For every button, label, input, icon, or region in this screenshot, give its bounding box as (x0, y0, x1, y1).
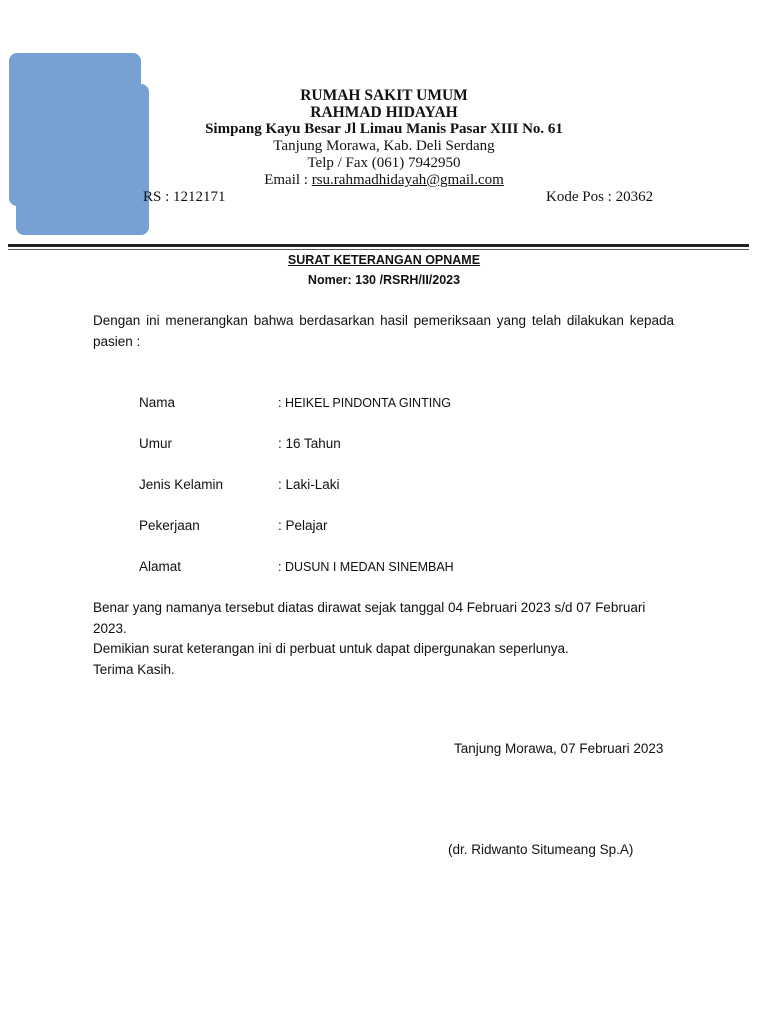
field-value-alamat: : DUSUN I MEDAN SINEMBAH (278, 560, 454, 574)
field-value-umur: : 16 Tahun (278, 436, 341, 451)
closing-line-purpose: Demikian surat keterangan ini di perbuat untuk dapat dipergunakan seperlunya. (93, 641, 569, 656)
field-value-jenis-kelamin: : Laki-Laki (278, 477, 340, 492)
document-number: Nomer: 130 /RSRH/II/2023 (307, 273, 461, 287)
field-label-pekerjaan: Pekerjaan (139, 518, 200, 533)
field-label-nama: Nama (139, 395, 176, 410)
closing-line-thanks: Terima Kasih. (93, 661, 175, 677)
postal-code: Kode Pos : 20362 (546, 189, 654, 205)
field-value-nama: : HEIKEL PINDONTA GINTING (278, 396, 451, 410)
field-value-pekerjaan: : Pelajar (278, 518, 328, 533)
signatory-name: (dr. Ridwanto Situmeang Sp.A) (448, 842, 634, 857)
hospital-address: Simpang Kayu Besar Jl Limau Manis Pasar XIII No. 61 (205, 121, 563, 137)
hospital-city: Tanjung Morawa, Kab. Deli Serdang (273, 138, 495, 154)
hospital-name-line2: RAHMAD HIDAYAH (310, 104, 458, 121)
field-label-alamat: Alamat (139, 559, 182, 574)
email-link[interactable]: rsu.rahmadhidayah@gmail.com (311, 172, 504, 188)
hospital-email-line (0, 172, 768, 189)
field-label-jenis-kelamin: Jenis Kelamin (139, 477, 224, 492)
document-title (0, 252, 768, 268)
field-label-umur: Umur (139, 436, 172, 451)
closing-line-stay-period: Benar yang namanya tersebut diatas dirawat sejak tanggal 04 Februari 2023 s/d 07 Februari 2023. (93, 600, 646, 636)
hospital-phone: Telp / Fax (061) 7942950 (307, 155, 461, 171)
hospital-name-line1: RUMAH SAKIT UMUM (300, 87, 468, 104)
document-title-text: SURAT KETERANGAN OPNAME (287, 253, 481, 267)
intro-paragraph: Dengan ini menerangkan bahwa berdasarkan hasil pemeriksaan yang telah dilakukan kepada pasien : (93, 313, 674, 349)
place-and-date: Tanjung Morawa, 07 Februari 2023 (454, 741, 664, 756)
registration-number: RS : 1212171 (143, 189, 226, 205)
header-divider-thin (8, 249, 749, 250)
header-divider-thick (8, 244, 749, 247)
closing-paragraph (93, 598, 674, 680)
email-label: Email : (264, 172, 312, 188)
